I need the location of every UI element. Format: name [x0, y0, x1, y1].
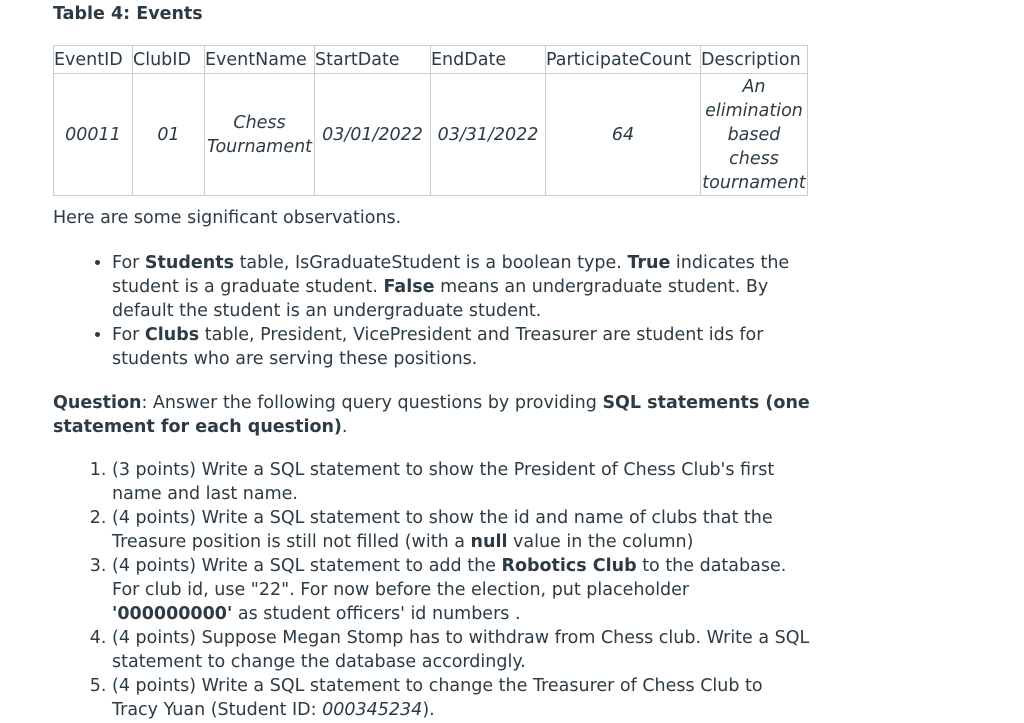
cell-clubid: 01 [133, 74, 205, 196]
note-text: For [112, 325, 145, 345]
item-bold: Robotics Club [501, 556, 637, 576]
item-bold: '000000000' [112, 604, 233, 624]
item-text: (4 points) Suppose Megan Stomp has to withdraw from Chess club. Write a SQL statement to change the database accordingly. [112, 628, 810, 672]
item-text: ). [422, 700, 435, 720]
note-bold: Students [144, 253, 234, 273]
note-bold: False [383, 277, 435, 297]
note-text: table, President, VicePresident and Treasurer are student ids for students who are serving these positions. [112, 325, 764, 369]
item-text: value in the column) [507, 532, 694, 552]
question-end: . [341, 417, 348, 437]
header-startdate: StartDate [315, 46, 431, 74]
question-text: : Answer the following query questions by providing [141, 393, 603, 413]
header-clubid: ClubID [133, 46, 205, 74]
note-text: indicates the student is a graduate student. [112, 253, 790, 297]
header-enddate: EndDate [431, 46, 546, 74]
events-table [53, 45, 808, 196]
note-text: For [112, 253, 145, 273]
item-text: (3 points) Write a SQL statement to show the President of Chess Club's first name and last name. [112, 460, 775, 504]
list-item [112, 251, 812, 323]
note-text: means an undergraduate student. By default the student is an undergraduate student. [112, 277, 769, 321]
cell-eventid: 00011 [54, 74, 133, 196]
item-text: (4 points) Write a SQL statement to add the [112, 556, 502, 576]
item-italic: 000345234 [322, 700, 423, 720]
table-header-row [54, 46, 808, 74]
list-item [112, 554, 812, 626]
observations-intro: Here are some significant observations. [53, 208, 402, 228]
observations-list [53, 251, 812, 371]
cell-eventname: Chess Tournament [205, 74, 315, 196]
question-label: Question [53, 393, 142, 413]
cell-description: An elimination based chess tournament [701, 74, 808, 196]
cell-enddate: 03/31/2022 [431, 74, 546, 196]
header-eventname: EventName [205, 46, 315, 74]
item-text: to the database. For club id, use "22". For now before the election, put placeholder [112, 556, 787, 600]
table-caption: Table 4: Events [53, 4, 203, 24]
item-text: (4 points) Write a SQL statement to show the id and name of clubs that the Treasure position is still not filled (with a [112, 508, 773, 552]
item-bold: null [470, 532, 508, 552]
list-item [112, 458, 812, 506]
header-description: Description [701, 46, 808, 74]
cell-startdate: 03/01/2022 [315, 74, 431, 196]
header-participatecount: ParticipateCount [546, 46, 701, 74]
question-paragraph [53, 391, 813, 439]
question-list [53, 458, 812, 722]
note-text: table, IsGraduateStudent is a boolean type. [234, 253, 628, 273]
item-text: (4 points) Write a SQL statement to change the Treasurer of Chess Club to Tracy Yuan (Student ID: [112, 676, 763, 720]
list-item [112, 626, 812, 674]
list-item [112, 506, 812, 554]
list-item [112, 674, 812, 722]
list-item [112, 323, 812, 371]
note-bold: Clubs [144, 325, 200, 345]
header-eventid: EventID [54, 46, 133, 74]
item-text: as student officers' id numbers . [232, 604, 521, 624]
cell-participatecount: 64 [546, 74, 701, 196]
question-bold: SQL statements (one statement for each question) [53, 393, 810, 437]
table-row [54, 74, 808, 196]
note-bold: True [627, 253, 671, 273]
